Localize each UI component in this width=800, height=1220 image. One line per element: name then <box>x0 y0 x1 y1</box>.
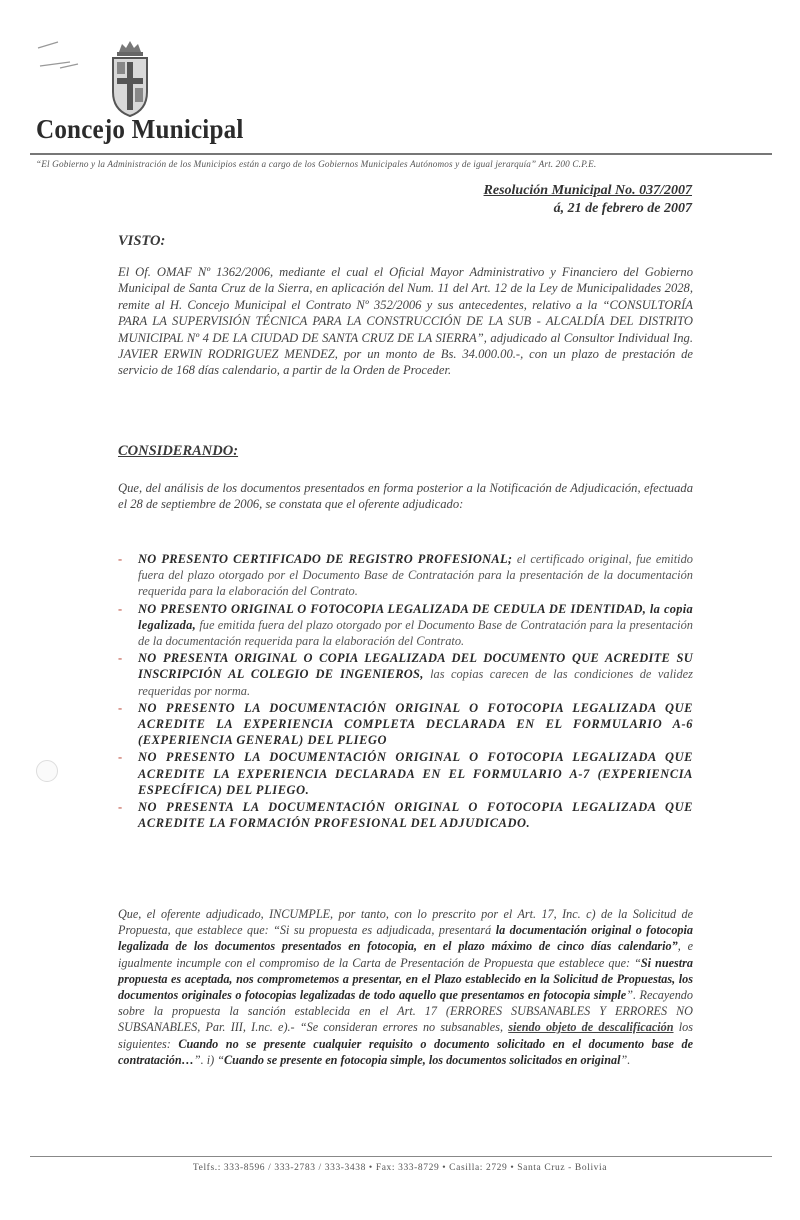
finding-bold: NO PRESENTA ORIGINAL O COPIA LEGALIZADA DEL DOCUMENTO QUE ACREDITE SU INSCRIPCIÓN AL COLEGIO DE INGENIEROS, <box>138 651 693 682</box>
visto-paragraph: El Of. OMAF Nº 1362/2006, mediante el cual el Oficial Mayor Administrativo y Financiero del Gobierno Municipal de Santa Cruz de la Sierra, en aplicación del Num. 11 del Art. 12 de la Ley de Municipalidades 2028, remite al H. Concejo Municipal el Contrato Nº 352/2006 y sus antecedentes, relativo a la “CONSULTORÍA PARA LA SUPERVISIÓN TÉCNICA PARA LA CONSTRUCCIÓN DE LA SUB - ALCALDÍA DEL DISTRITO MUNICIPAL Nº 4 DE LA CIUDAD DE SANTA CRUZ DE LA SIERRA”, adjudicado al Consultor Individual Ing. JAVIER ERWIN RODRIGUEZ MENDEZ, por un monto de Bs. 34.000.00.-, con un plazo de prestación de servicio de 168 días calendario, a partir de la Orden de Proceder. <box>118 265 693 378</box>
closing-underlined: siendo objeto de descalificación <box>508 1020 674 1035</box>
closing-bold: Cuando se presente en fotocopia simple, los documentos solicitados en original <box>224 1052 621 1067</box>
closing-text: , e igualmente incumple con el compromiso de la Carta de Presentación de Propuesta que establece que: “ <box>118 939 693 970</box>
footer-contact: Telfs.: 333-8596 / 333-2783 / 333-3438 • Fax: 333-8729 • Casilla: 2729 • Santa Cruz - Bolivia <box>192 1163 608 1173</box>
finding-bold: NO PRESENTO CERTIFICADO DE REGISTRO PROFESIONAL; <box>138 552 513 566</box>
closing-text: los siguientes: <box>118 1020 693 1051</box>
list-item: - NO PRESENTO CERTIFICADO DE REGISTRO PROFESIONAL; el certificado original, fue emitido fuera del plazo otorgado por el Documento Base de Contratación para la presentación de la documentación requerida para la elaboración del Contrato. <box>118 552 693 599</box>
closing-bold: Si nuestra propuesta es aceptada, nos comprometemos a presentar, en el Plazo establecido en la Solicitud de Propuestas, los documentos originales o fotocopias legalizadas de todo aquello que presentamos en fotocopia simple <box>118 955 693 1003</box>
punch-hole <box>36 760 58 782</box>
list-item: - NO PRESENTO LA DOCUMENTACIÓN ORIGINAL O FOTOCOPIA LEGALIZADA QUE ACREDITE LA EXPERIENCIA COMPLETA DECLARADA EN EL FORMULARIO A-6 (EXPERIENCIA GENERAL) DEL PLIEGO <box>118 700 693 748</box>
visto-heading: VISTO: <box>118 233 166 249</box>
closing-text: Que, el oferente adjudicado, INCUMPLE, por tanto, con lo prescrito por el Art. 17, Inc. c) de la Solicitud de Propuesta, que establece que: “Si su propuesta es adjudicada, presentará <box>118 907 693 938</box>
closing-text: ”. <box>620 1052 631 1067</box>
list-item: - NO PRESENTA ORIGINAL O COPIA LEGALIZADA DEL DOCUMENTO QUE ACREDITE SU INSCRIPCIÓN AL COLEGIO DE INGENIEROS, las copias carecen de las condiciones de validez requeridas por norma. <box>118 651 693 698</box>
header-divider <box>30 153 772 155</box>
findings-list <box>118 551 693 832</box>
council-name: Concejo Municipal <box>36 114 244 144</box>
closing-paragraph <box>118 906 693 1068</box>
finding-text: fue emitida fuera del plazo otorgado por el Documento Base de Contratación para la presentación de la documentación requerida para la elaboración del Contrato. <box>138 617 693 649</box>
closing-bold: Cuando no se presente cualquier requisito o documento solicitado en el documento base de contratación… <box>118 1036 693 1067</box>
footer-divider <box>30 1156 772 1157</box>
closing-text: ”. Recayendo sobre la propuesta la sanción establecida en el Art. 17 (ERRORES SUBSANABLES Y ERRORES NO SUBSANABLES, Par. III, I.nc. e).- “Se consideran errores no subsanables, <box>118 988 693 1035</box>
finding-bold: NO PRESENTO ORIGINAL O FOTOCOPIA LEGALIZADA DE CEDULA DE IDENTIDAD, la copia legalizada, <box>138 601 693 632</box>
finding-bold: NO PRESENTO LA DOCUMENTACIÓN ORIGINAL O FOTOCOPIA LEGALIZADA QUE ACREDITE LA EXPERIENCIA DECLARADA EN EL FORMULARIO A-7 (EXPERIENCIA ESPECÍFICA) DEL PLIEGO. <box>138 750 693 797</box>
resolution-title: Resolución Municipal No. 037/2007 <box>483 183 692 198</box>
list-item: - NO PRESENTO ORIGINAL O FOTOCOPIA LEGALIZADA DE CEDULA DE IDENTIDAD, la copia legalizada, fue emitida fuera del plazo otorgado por el Documento Base de Contratación para la presentación de la documentación requerida para la elaboración del Contrato. <box>118 601 693 649</box>
pen-scribble-icon <box>30 30 90 80</box>
finding-text: el certificado original, fue emitido fuera del plazo otorgado por el Documento Base de Contratación para la presentación de la documentación requerida para la elaboración del Contrato. <box>138 552 693 599</box>
resolution-date: á, 21 de febrero de 2007 <box>553 201 692 216</box>
considerando-heading: CONSIDERANDO: <box>118 443 239 459</box>
constitution-quote: “El Gobierno y la Administración de los Municipios están a cargo de los Gobiernos Municipales Autónomos y de igual jerarquía” Art. 200 C.P.E. <box>36 159 597 169</box>
list-item: - NO PRESENTO LA DOCUMENTACIÓN ORIGINAL O FOTOCOPIA LEGALIZADA QUE ACREDITE LA EXPERIENCIA DECLARADA EN EL FORMULARIO A-7 (EXPERIENCIA ESPECÍFICA) DEL PLIEGO. <box>118 750 693 797</box>
finding-text: las copias carecen de las condiciones de validez requeridas por norma. <box>138 667 693 698</box>
finding-bold: NO PRESENTA LA DOCUMENTACIÓN ORIGINAL O FOTOCOPIA LEGALIZADA QUE ACREDITE LA FORMACIÓN PROFESIONAL DEL ADJUDICADO. <box>138 800 693 831</box>
list-item: - NO PRESENTA LA DOCUMENTACIÓN ORIGINAL O FOTOCOPIA LEGALIZADA QUE ACREDITE LA FORMACIÓN PROFESIONAL DEL ADJUDICADO. <box>118 800 693 831</box>
coat-of-arms-icon <box>105 38 155 120</box>
finding-bold: NO PRESENTO LA DOCUMENTACIÓN ORIGINAL O FOTOCOPIA LEGALIZADA QUE ACREDITE LA EXPERIENCIA COMPLETA DECLARADA EN EL FORMULARIO A-6 (EXPERIENCIA GENERAL) DEL PLIEGO <box>138 700 693 748</box>
considerando-intro: Que, del análisis de los documentos presentados en forma posterior a la Notificación de Adjudicación, efectuada el 28 de septiembre de 2006, se constata que el oferente adjudicado: <box>118 481 693 512</box>
closing-text: ”. i) “ <box>193 1052 224 1067</box>
closing-bold: la documentación original o fotocopia legalizada de los documentos presentados en fotocopia, en el plazo máximo de cinco días calendario” <box>118 923 694 954</box>
